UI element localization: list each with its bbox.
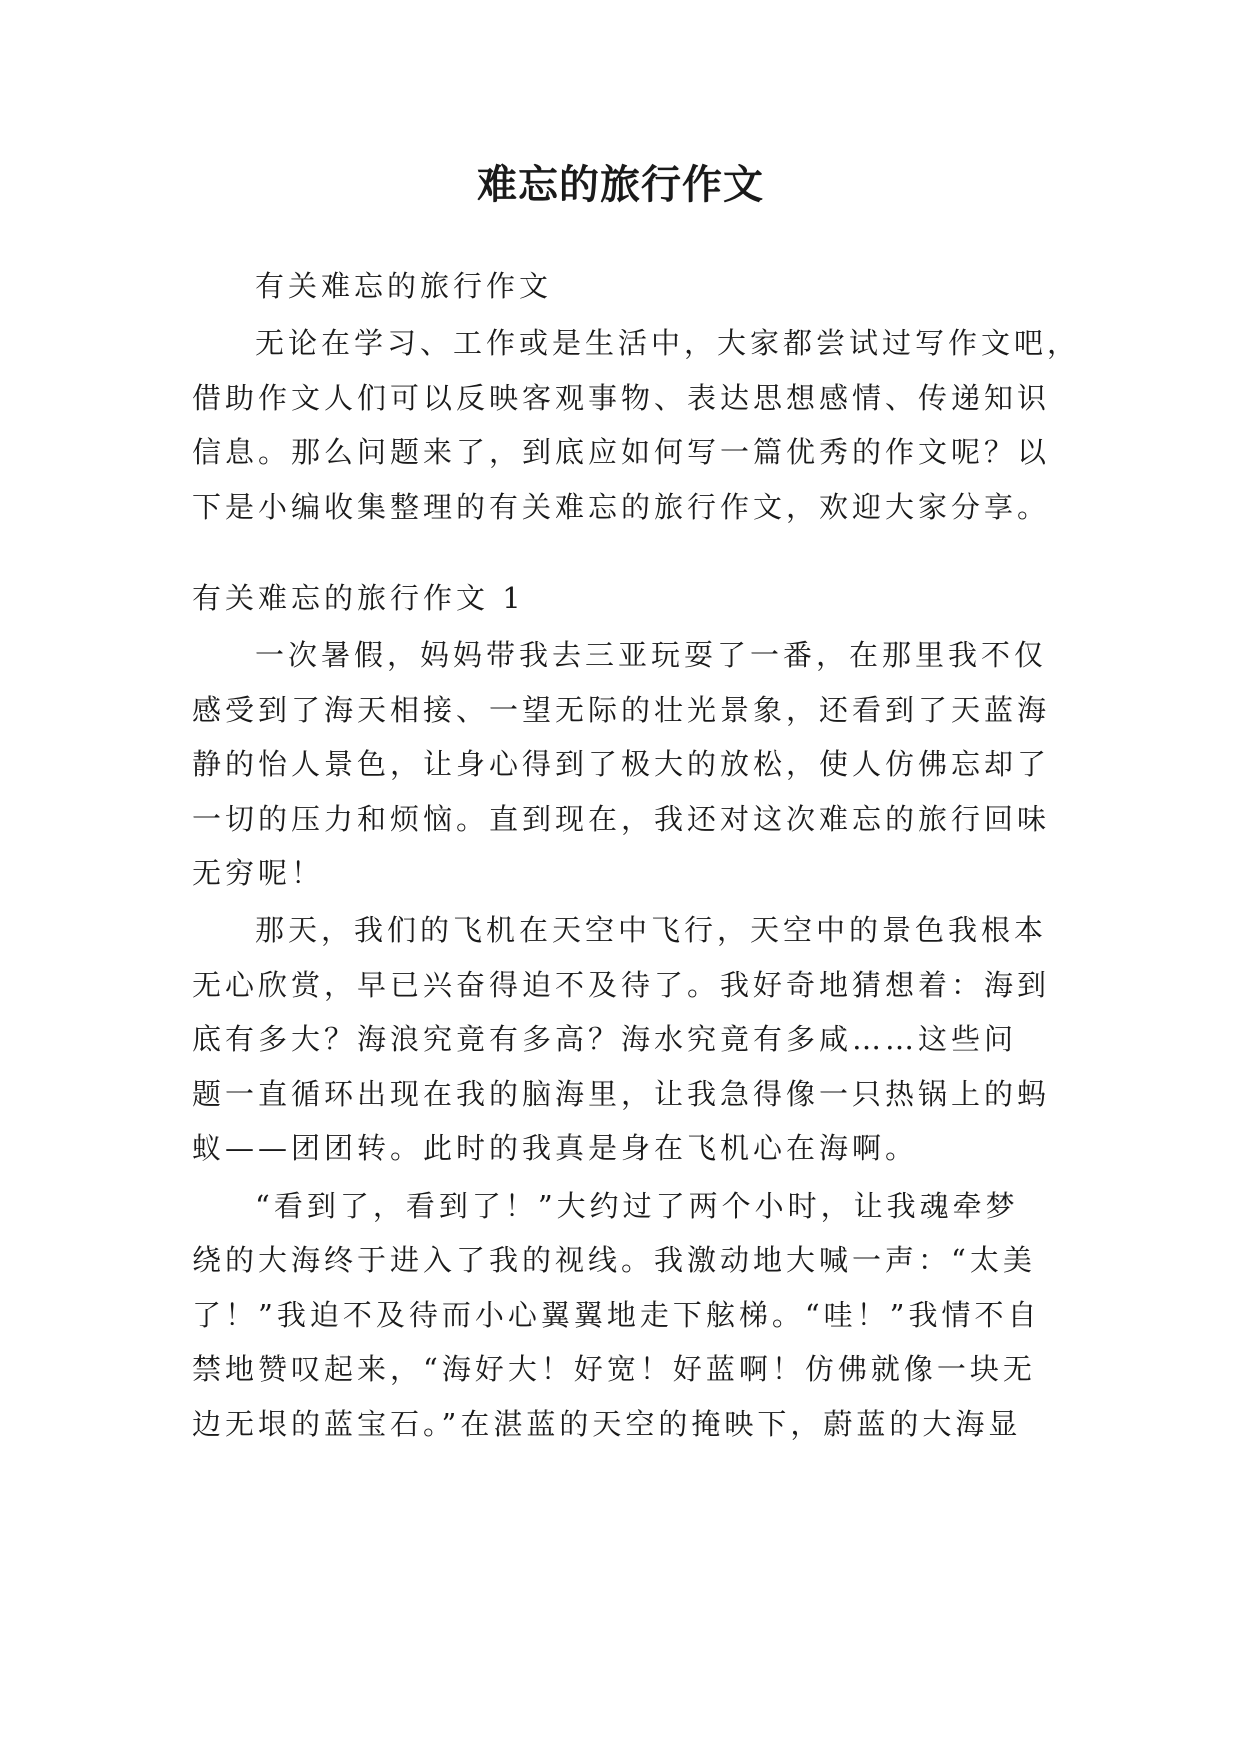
paragraph-line: 静的怡人景色，让身心得到了极大的放松，使人仿佛忘却了 <box>192 747 1051 781</box>
paragraph-line: 一切的压力和烦恼。直到现在，我还对这次难忘的旅行回味 <box>192 802 1051 836</box>
paragraph-line: 禁地赞叹起来，“海好大！好宽！好蓝啊！仿佛就像一块无 <box>192 1352 1036 1386</box>
intro-line: 无论在学习、工作或是生活中，大家都尝试过写作文吧， <box>255 326 1081 360</box>
document-title: 难忘的旅行作文 <box>477 161 764 208</box>
paragraph-line: 了！”我迫不及待而小心翼翼地走下舷梯。“哇！”我情不自 <box>192 1298 1041 1332</box>
section-heading: 有关难忘的旅行作文 1 <box>192 581 525 615</box>
paragraph-line: 那天，我们的飞机在天空中飞行，天空中的景色我根本 <box>255 913 1048 947</box>
intro-line: 下是小编收集整理的有关难忘的旅行作文，欢迎大家分享。 <box>192 490 1051 524</box>
intro-line: 借助作文人们可以反映客观事物、表达思想感情、传递知识 <box>192 381 1051 415</box>
paragraph-line: “看到了，看到了！”大约过了两个小时，让我魂牵梦 <box>255 1189 1019 1223</box>
paragraph-line: 边无垠的蓝宝石。”在湛蓝的天空的掩映下，蔚蓝的大海显 <box>192 1407 1022 1441</box>
paragraph-line: 绕的大海终于进入了我的视线。我激动地大喊一声：“太美 <box>192 1243 1036 1277</box>
paragraph-line: 感受到了海天相接、一望无际的壮光景象，还看到了天蓝海 <box>192 693 1051 727</box>
paragraph-line: 无穷呢！ <box>192 856 325 890</box>
paragraph-line: 蚁——团团转。此时的我真是身在飞机心在海啊。 <box>192 1131 919 1165</box>
paragraph-line: 底有多大？海浪究竟有多高？海水究竟有多咸……这些问 <box>192 1022 1018 1056</box>
paragraph-line: 一次暑假，妈妈带我去三亚玩耍了一番，在那里我不仅 <box>255 638 1048 672</box>
paragraph-line: 无心欣赏，早已兴奋得迫不及待了。我好奇地猜想着：海到 <box>192 968 1051 1002</box>
intro-line: 信息。那么问题来了，到底应如何写一篇优秀的作文呢？以 <box>192 435 1051 469</box>
subtitle: 有关难忘的旅行作文 <box>255 269 553 303</box>
paragraph-line: 题一直循环出现在我的脑海里，让我急得像一只热锅上的蚂 <box>192 1077 1051 1111</box>
